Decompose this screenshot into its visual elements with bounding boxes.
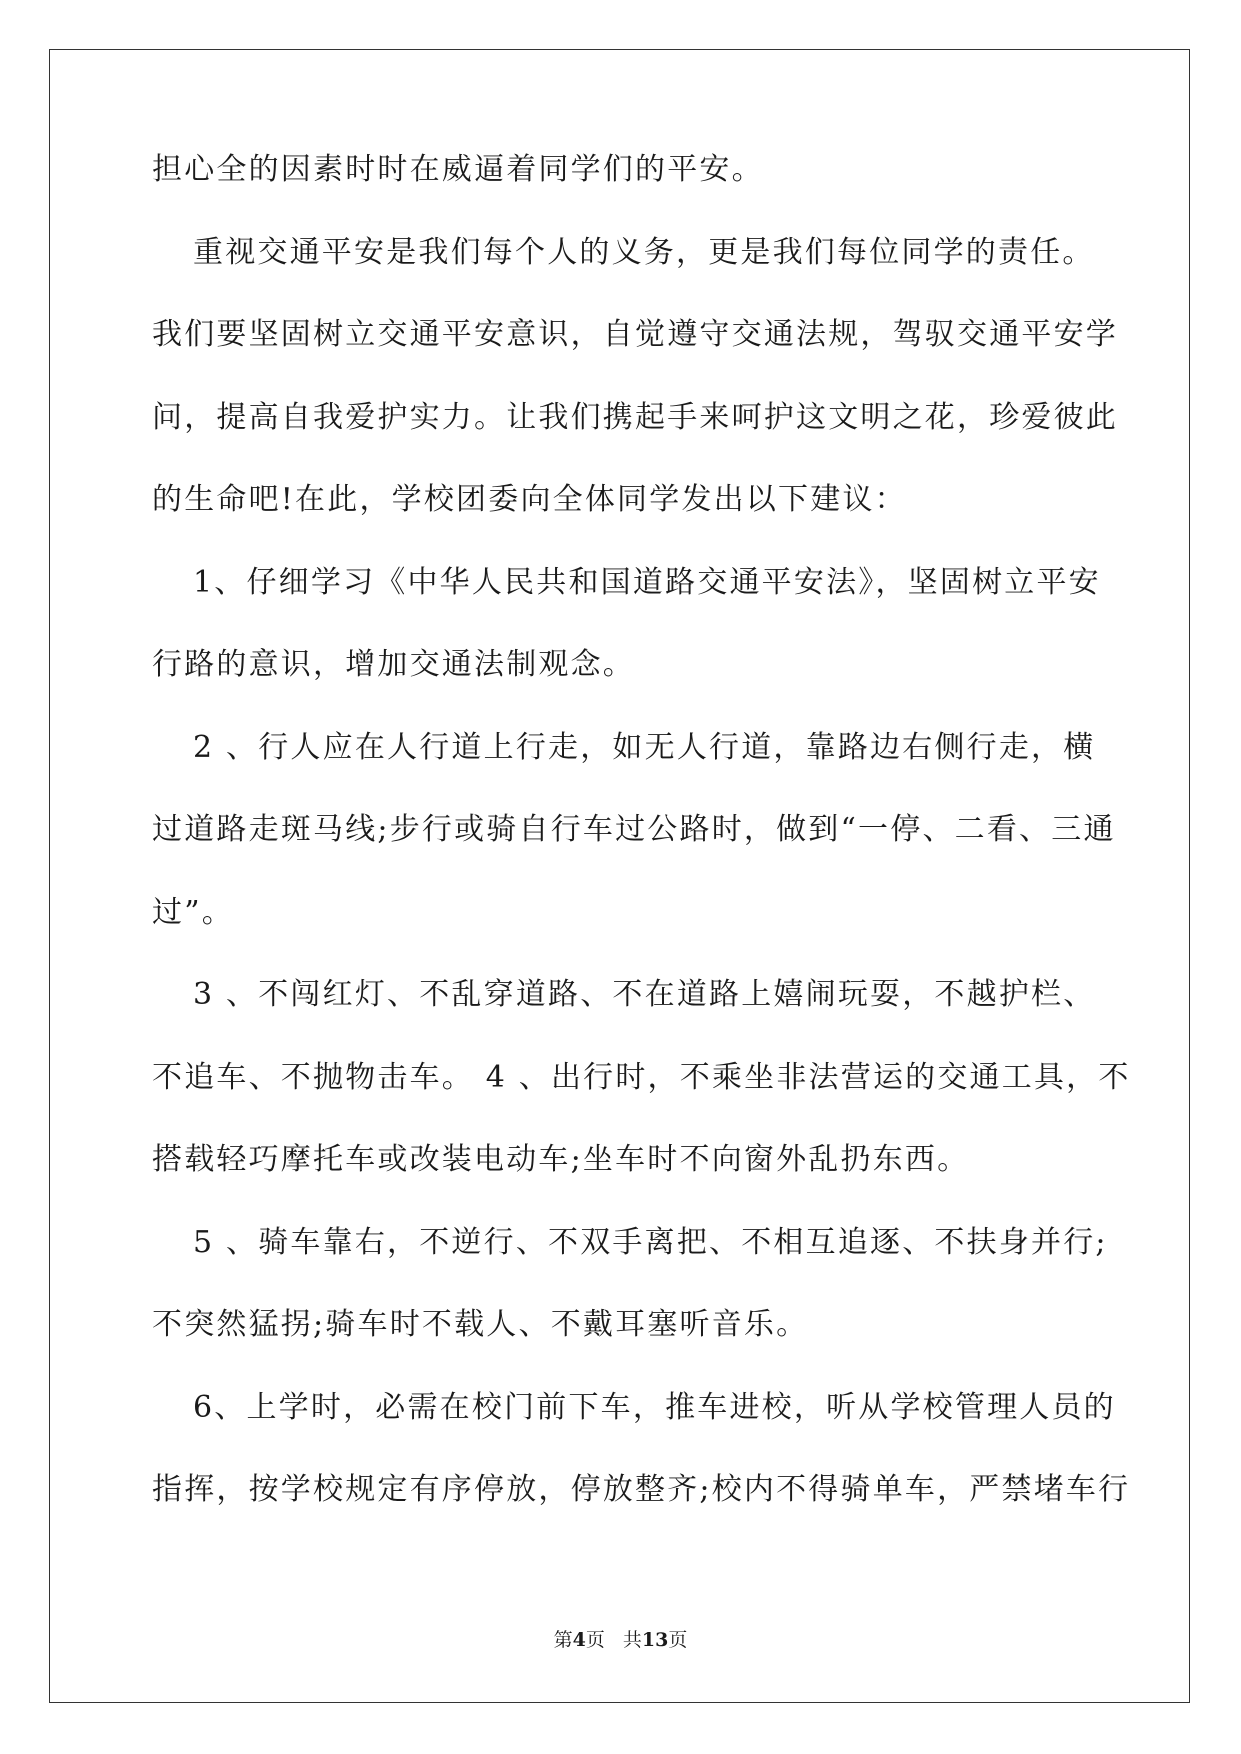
paragraph-start-line: 3 、不闯红灯、不乱穿道路、不在道路上嬉闹玩耍，不越护栏、 (193, 977, 1096, 1012)
text-line: 搭载轻巧摩托车或改装电动车;坐车时不向窗外乱扔东西。 (152, 1142, 970, 1177)
total-pages: 13 (641, 1629, 669, 1651)
text-line: 不突然猛拐;骑车时不载人、不戴耳塞听音乐。 (152, 1307, 809, 1342)
page-footer (0, 1628, 1241, 1652)
text-line: 过道路走斑马线;步行或骑自行车过公路时，做到“一停、二看、三通 (152, 812, 1116, 847)
paragraph-start-line: 5 、骑车靠右，不逆行、不双手离把、不相互追逐、不扶身并行; (193, 1225, 1108, 1260)
page-border (49, 49, 1190, 1703)
text-line: 行路的意识，增加交通法制观念。 (152, 647, 635, 682)
paragraph-start-line: 6、上学时，必需在校门前下车，推车进校，听从学校管理人员的 (193, 1390, 1116, 1425)
text-line: 过”。 (152, 895, 234, 930)
text-line: 问，提高自我爱护实力。让我们携起手来呵护这文明之花，珍爱彼此 (152, 400, 1118, 435)
text-line: 的生命吧!在此，学校团委向全体同学发出以下建议： (152, 482, 907, 517)
text-line: 不追车、不抛物击车。 4 、出行时，不乘坐非法营运的交通工具，不 (152, 1060, 1131, 1095)
paragraph-start-line: 2 、行人应在人行道上行走，如无人行道，靠路边右侧行走，横 (193, 730, 1096, 765)
paragraph-start-line: 重视交通平安是我们每个人的义务，更是我们每位同学的责任。 (193, 235, 1095, 270)
text-line: 指挥，按学校规定有序停放，停放整齐;校内不得骑单车，严禁堵车行 (152, 1472, 1131, 1507)
text-line: 担心全的因素时时在威逼着同学们的平安。 (152, 152, 764, 187)
text-line: 我们要坚固树立交通平安意识，自觉遵守交通法规，驾驭交通平安学 (152, 317, 1118, 352)
paragraph-start-line: 1、仔细学习《中华人民共和国道路交通平安法》，坚固树立平安 (193, 565, 1101, 600)
total-prefix: 共 (622, 1629, 642, 1651)
page-suffix: 页 (585, 1629, 605, 1651)
total-suffix: 页 (668, 1629, 688, 1651)
page-prefix: 第 (553, 1629, 573, 1651)
page-number: 4 (572, 1629, 586, 1651)
